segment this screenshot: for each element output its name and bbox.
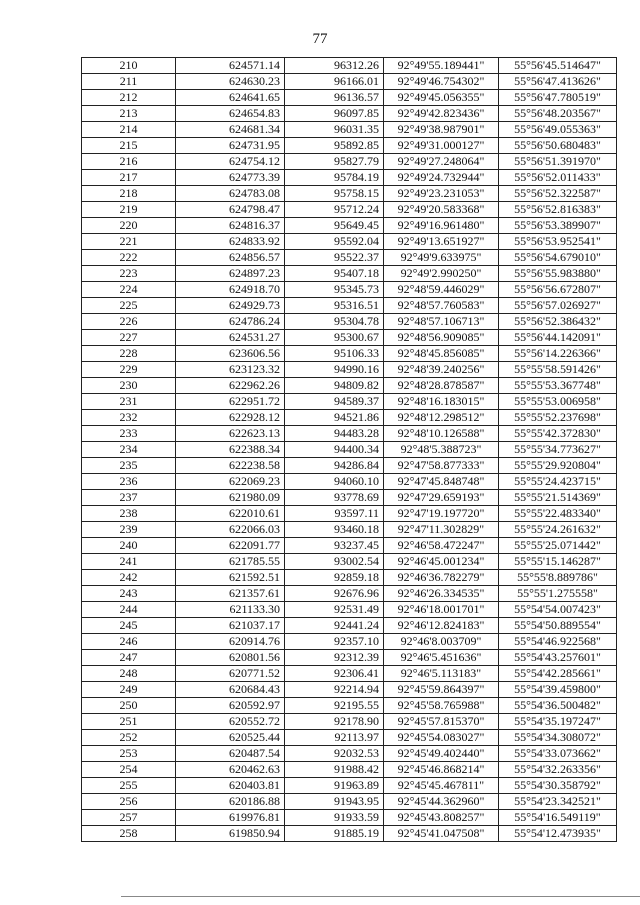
point-number-cell: 256 — [82, 794, 176, 810]
y-coordinate-cell: 94589.37 — [285, 394, 384, 410]
x-coordinate-cell: 620487.54 — [176, 746, 285, 762]
x-coordinate-cell: 620801.56 — [176, 650, 285, 666]
y-coordinate-cell: 95758.15 — [285, 186, 384, 202]
y-coordinate-cell: 94286.84 — [285, 458, 384, 474]
longitude-cell: 92°48'59.446029" — [384, 282, 499, 298]
y-coordinate-cell: 92306.41 — [285, 666, 384, 682]
latitude-cell: 55°56'52.816383" — [499, 202, 617, 218]
longitude-cell: 92°46'5.113183" — [384, 666, 499, 682]
table-row — [82, 346, 617, 362]
table-row — [82, 138, 617, 154]
y-coordinate-cell: 92113.97 — [285, 730, 384, 746]
table-row — [82, 282, 617, 298]
x-coordinate-cell: 620914.76 — [176, 634, 285, 650]
x-coordinate-cell: 622091.77 — [176, 538, 285, 554]
x-coordinate-cell: 624754.12 — [176, 154, 285, 170]
longitude-cell: 92°45'43.808257" — [384, 810, 499, 826]
y-coordinate-cell: 95300.67 — [285, 330, 384, 346]
point-number-cell: 222 — [82, 250, 176, 266]
table-row — [82, 746, 617, 762]
point-number-cell: 250 — [82, 698, 176, 714]
latitude-cell: 55°55'53.006958" — [499, 394, 617, 410]
y-coordinate-cell: 92441.24 — [285, 618, 384, 634]
latitude-cell: 55°55'53.367748" — [499, 378, 617, 394]
point-number-cell: 245 — [82, 618, 176, 634]
latitude-cell: 55°56'51.391970" — [499, 154, 617, 170]
latitude-cell: 55°56'56.672807" — [499, 282, 617, 298]
point-number-cell: 212 — [82, 90, 176, 106]
y-coordinate-cell: 96031.35 — [285, 122, 384, 138]
y-coordinate-cell: 95712.24 — [285, 202, 384, 218]
table-row — [82, 426, 617, 442]
y-coordinate-cell: 92859.18 — [285, 570, 384, 586]
latitude-cell: 55°56'53.952541" — [499, 234, 617, 250]
longitude-cell: 92°49'9.633975" — [384, 250, 499, 266]
table-row — [82, 730, 617, 746]
x-coordinate-cell: 621785.55 — [176, 554, 285, 570]
x-coordinate-cell: 620525.44 — [176, 730, 285, 746]
longitude-cell: 92°48'12.298512" — [384, 410, 499, 426]
table-row — [82, 202, 617, 218]
longitude-cell: 92°48'45.856085" — [384, 346, 499, 362]
latitude-cell: 55°56'48.203567" — [499, 106, 617, 122]
x-coordinate-cell: 620462.63 — [176, 762, 285, 778]
latitude-cell: 55°55'21.514369" — [499, 490, 617, 506]
table-row — [82, 666, 617, 682]
y-coordinate-cell: 96166.01 — [285, 74, 384, 90]
latitude-cell: 55°55'24.261632" — [499, 522, 617, 538]
table-row — [82, 330, 617, 346]
x-coordinate-cell: 622623.13 — [176, 426, 285, 442]
longitude-cell: 92°46'26.334535" — [384, 586, 499, 602]
latitude-cell: 55°55'34.773627" — [499, 442, 617, 458]
table-row — [82, 218, 617, 234]
table-row — [82, 410, 617, 426]
latitude-cell: 55°55'29.920804" — [499, 458, 617, 474]
point-number-cell: 216 — [82, 154, 176, 170]
x-coordinate-cell: 620186.88 — [176, 794, 285, 810]
y-coordinate-cell: 93597.11 — [285, 506, 384, 522]
point-number-cell: 251 — [82, 714, 176, 730]
y-coordinate-cell: 92676.96 — [285, 586, 384, 602]
latitude-cell: 55°55'22.483340" — [499, 506, 617, 522]
latitude-cell: 55°54'23.342521" — [499, 794, 617, 810]
longitude-cell: 92°48'57.106713" — [384, 314, 499, 330]
point-number-cell: 241 — [82, 554, 176, 570]
longitude-cell: 92°48'28.878587" — [384, 378, 499, 394]
point-number-cell: 218 — [82, 186, 176, 202]
latitude-cell: 55°56'52.386432" — [499, 314, 617, 330]
table-row — [82, 602, 617, 618]
longitude-cell: 92°45'41.047508" — [384, 826, 499, 842]
longitude-cell: 92°48'16.183015" — [384, 394, 499, 410]
x-coordinate-cell: 620403.81 — [176, 778, 285, 794]
y-coordinate-cell: 94060.10 — [285, 474, 384, 490]
x-coordinate-cell: 619850.94 — [176, 826, 285, 842]
y-coordinate-cell: 91943.95 — [285, 794, 384, 810]
latitude-cell: 55°55'15.146287" — [499, 554, 617, 570]
y-coordinate-cell: 92195.55 — [285, 698, 384, 714]
longitude-cell: 92°46'8.003709" — [384, 634, 499, 650]
x-coordinate-cell: 624856.57 — [176, 250, 285, 266]
latitude-cell: 55°56'44.142091" — [499, 330, 617, 346]
latitude-cell: 55°55'24.423715" — [499, 474, 617, 490]
x-coordinate-cell: 620684.43 — [176, 682, 285, 698]
latitude-cell: 55°54'16.549119" — [499, 810, 617, 826]
x-coordinate-cell: 624773.39 — [176, 170, 285, 186]
longitude-cell: 92°47'45.848748" — [384, 474, 499, 490]
y-coordinate-cell: 93002.54 — [285, 554, 384, 570]
point-number-cell: 252 — [82, 730, 176, 746]
table-row — [82, 506, 617, 522]
point-number-cell: 217 — [82, 170, 176, 186]
y-coordinate-cell: 91963.89 — [285, 778, 384, 794]
x-coordinate-cell: 624731.95 — [176, 138, 285, 154]
longitude-cell: 92°45'57.815370" — [384, 714, 499, 730]
point-number-cell: 242 — [82, 570, 176, 586]
table-row — [82, 90, 617, 106]
y-coordinate-cell: 95892.85 — [285, 138, 384, 154]
longitude-cell: 92°49'23.231053" — [384, 186, 499, 202]
latitude-cell: 55°54'43.257601" — [499, 650, 617, 666]
latitude-cell: 55°54'46.922568" — [499, 634, 617, 650]
y-coordinate-cell: 92531.49 — [285, 602, 384, 618]
latitude-cell: 55°54'30.358792" — [499, 778, 617, 794]
longitude-cell: 92°45'59.864397" — [384, 682, 499, 698]
longitude-cell: 92°45'46.868214" — [384, 762, 499, 778]
table-row — [82, 266, 617, 282]
point-number-cell: 227 — [82, 330, 176, 346]
y-coordinate-cell: 93778.69 — [285, 490, 384, 506]
point-number-cell: 234 — [82, 442, 176, 458]
point-number-cell: 246 — [82, 634, 176, 650]
table-row — [82, 586, 617, 602]
y-coordinate-cell: 94400.34 — [285, 442, 384, 458]
x-coordinate-cell: 624654.83 — [176, 106, 285, 122]
longitude-cell: 92°49'55.189441" — [384, 58, 499, 74]
y-coordinate-cell: 95407.18 — [285, 266, 384, 282]
latitude-cell: 55°54'33.073662" — [499, 746, 617, 762]
point-number-cell: 239 — [82, 522, 176, 538]
x-coordinate-cell: 624681.34 — [176, 122, 285, 138]
table-row — [82, 570, 617, 586]
y-coordinate-cell: 95522.37 — [285, 250, 384, 266]
latitude-cell: 55°56'50.680483" — [499, 138, 617, 154]
longitude-cell: 92°49'2.990250" — [384, 266, 499, 282]
x-coordinate-cell: 624783.08 — [176, 186, 285, 202]
table-row — [82, 250, 617, 266]
latitude-cell: 55°54'34.308072" — [499, 730, 617, 746]
longitude-cell: 92°49'27.248064" — [384, 154, 499, 170]
longitude-cell: 92°48'39.240256" — [384, 362, 499, 378]
table-row — [82, 810, 617, 826]
longitude-cell: 92°49'16.961480" — [384, 218, 499, 234]
x-coordinate-cell: 622962.26 — [176, 378, 285, 394]
point-number-cell: 237 — [82, 490, 176, 506]
table-row — [82, 778, 617, 794]
point-number-cell: 225 — [82, 298, 176, 314]
x-coordinate-cell: 624630.23 — [176, 74, 285, 90]
longitude-cell: 92°49'46.754302" — [384, 74, 499, 90]
longitude-cell: 92°46'5.451636" — [384, 650, 499, 666]
x-coordinate-cell: 624833.92 — [176, 234, 285, 250]
point-number-cell: 258 — [82, 826, 176, 842]
table-row — [82, 762, 617, 778]
latitude-cell: 55°56'45.514647" — [499, 58, 617, 74]
x-coordinate-cell: 622066.03 — [176, 522, 285, 538]
point-number-cell: 257 — [82, 810, 176, 826]
y-coordinate-cell: 95304.78 — [285, 314, 384, 330]
table-row — [82, 106, 617, 122]
table-row — [82, 170, 617, 186]
longitude-cell: 92°49'45.056355" — [384, 90, 499, 106]
table-row — [82, 634, 617, 650]
x-coordinate-cell: 622069.23 — [176, 474, 285, 490]
table-row — [82, 794, 617, 810]
x-coordinate-cell: 621133.30 — [176, 602, 285, 618]
point-number-cell: 211 — [82, 74, 176, 90]
longitude-cell: 92°47'58.877333" — [384, 458, 499, 474]
x-coordinate-cell: 621980.09 — [176, 490, 285, 506]
y-coordinate-cell: 92032.53 — [285, 746, 384, 762]
table-row — [82, 122, 617, 138]
table-row — [82, 74, 617, 90]
longitude-cell: 92°46'36.782279" — [384, 570, 499, 586]
longitude-cell: 92°45'49.402440" — [384, 746, 499, 762]
point-number-cell: 236 — [82, 474, 176, 490]
longitude-cell: 92°46'18.001701" — [384, 602, 499, 618]
point-number-cell: 223 — [82, 266, 176, 282]
point-number-cell: 235 — [82, 458, 176, 474]
point-number-cell: 230 — [82, 378, 176, 394]
table-row — [82, 554, 617, 570]
longitude-cell: 92°45'58.765988" — [384, 698, 499, 714]
y-coordinate-cell: 95316.51 — [285, 298, 384, 314]
longitude-cell: 92°45'45.467811" — [384, 778, 499, 794]
point-number-cell: 213 — [82, 106, 176, 122]
table-row — [82, 186, 617, 202]
x-coordinate-cell: 620592.97 — [176, 698, 285, 714]
x-coordinate-cell: 622010.61 — [176, 506, 285, 522]
longitude-cell: 92°46'12.824183" — [384, 618, 499, 634]
latitude-cell: 55°54'42.285661" — [499, 666, 617, 682]
longitude-cell: 92°49'13.651927" — [384, 234, 499, 250]
point-number-cell: 244 — [82, 602, 176, 618]
point-number-cell: 229 — [82, 362, 176, 378]
latitude-cell: 55°55'8.889786" — [499, 570, 617, 586]
x-coordinate-cell: 624897.23 — [176, 266, 285, 282]
latitude-cell: 55°56'54.679010" — [499, 250, 617, 266]
x-coordinate-cell: 623123.32 — [176, 362, 285, 378]
x-coordinate-cell: 624798.47 — [176, 202, 285, 218]
y-coordinate-cell: 92312.39 — [285, 650, 384, 666]
y-coordinate-cell: 94521.86 — [285, 410, 384, 426]
y-coordinate-cell: 91988.42 — [285, 762, 384, 778]
latitude-cell: 55°56'47.780519" — [499, 90, 617, 106]
point-number-cell: 215 — [82, 138, 176, 154]
point-number-cell: 249 — [82, 682, 176, 698]
point-number-cell: 220 — [82, 218, 176, 234]
longitude-cell: 92°49'24.732944" — [384, 170, 499, 186]
y-coordinate-cell: 96136.57 — [285, 90, 384, 106]
latitude-cell: 55°56'14.226366" — [499, 346, 617, 362]
latitude-cell: 55°54'12.473935" — [499, 826, 617, 842]
table-row — [82, 458, 617, 474]
longitude-cell: 92°49'20.583368" — [384, 202, 499, 218]
y-coordinate-cell: 95784.19 — [285, 170, 384, 186]
x-coordinate-cell: 624918.70 — [176, 282, 285, 298]
table-row — [82, 474, 617, 490]
x-coordinate-cell: 624929.73 — [176, 298, 285, 314]
table-row — [82, 490, 617, 506]
table-row — [82, 442, 617, 458]
latitude-cell: 55°56'52.322587" — [499, 186, 617, 202]
latitude-cell: 55°54'36.500482" — [499, 698, 617, 714]
y-coordinate-cell: 93237.45 — [285, 538, 384, 554]
y-coordinate-cell: 96097.85 — [285, 106, 384, 122]
point-number-cell: 226 — [82, 314, 176, 330]
x-coordinate-cell: 620552.72 — [176, 714, 285, 730]
latitude-cell: 55°54'50.889554" — [499, 618, 617, 634]
x-coordinate-cell: 621037.17 — [176, 618, 285, 634]
table-row — [82, 298, 617, 314]
latitude-cell: 55°56'53.389907" — [499, 218, 617, 234]
y-coordinate-cell: 94990.16 — [285, 362, 384, 378]
x-coordinate-cell: 624816.37 — [176, 218, 285, 234]
point-number-cell: 233 — [82, 426, 176, 442]
table-row — [82, 394, 617, 410]
x-coordinate-cell: 621592.51 — [176, 570, 285, 586]
point-number-cell: 254 — [82, 762, 176, 778]
longitude-cell: 92°49'38.987901" — [384, 122, 499, 138]
table-row — [82, 522, 617, 538]
point-number-cell: 219 — [82, 202, 176, 218]
y-coordinate-cell: 93460.18 — [285, 522, 384, 538]
longitude-cell: 92°48'5.388723" — [384, 442, 499, 458]
table-row — [82, 314, 617, 330]
point-number-cell: 224 — [82, 282, 176, 298]
latitude-cell: 55°56'49.055363" — [499, 122, 617, 138]
table-row — [82, 378, 617, 394]
latitude-cell: 55°55'58.591426" — [499, 362, 617, 378]
longitude-cell: 92°49'42.823436" — [384, 106, 499, 122]
y-coordinate-cell: 92178.90 — [285, 714, 384, 730]
point-number-cell: 253 — [82, 746, 176, 762]
table-row — [82, 650, 617, 666]
y-coordinate-cell: 95592.04 — [285, 234, 384, 250]
bottom-rule — [121, 896, 640, 897]
latitude-cell: 55°54'35.197247" — [499, 714, 617, 730]
coordinates-table-body — [82, 58, 617, 842]
table-row — [82, 618, 617, 634]
longitude-cell: 92°46'45.001234" — [384, 554, 499, 570]
latitude-cell: 55°55'1.275558" — [499, 586, 617, 602]
longitude-cell: 92°48'57.760583" — [384, 298, 499, 314]
latitude-cell: 55°56'57.026927" — [499, 298, 617, 314]
y-coordinate-cell: 95827.79 — [285, 154, 384, 170]
point-number-cell: 232 — [82, 410, 176, 426]
table-row — [82, 714, 617, 730]
point-number-cell: 240 — [82, 538, 176, 554]
latitude-cell: 55°55'42.372830" — [499, 426, 617, 442]
x-coordinate-cell: 622928.12 — [176, 410, 285, 426]
latitude-cell: 55°56'52.011433" — [499, 170, 617, 186]
x-coordinate-cell: 623606.56 — [176, 346, 285, 362]
latitude-cell: 55°56'55.983880" — [499, 266, 617, 282]
latitude-cell: 55°56'47.413626" — [499, 74, 617, 90]
table-row — [82, 234, 617, 250]
longitude-cell: 92°47'19.197720" — [384, 506, 499, 522]
table-row — [82, 682, 617, 698]
longitude-cell: 92°45'54.083027" — [384, 730, 499, 746]
point-number-cell: 238 — [82, 506, 176, 522]
table-row — [82, 538, 617, 554]
table-row — [82, 698, 617, 714]
longitude-cell: 92°48'56.909085" — [384, 330, 499, 346]
point-number-cell: 214 — [82, 122, 176, 138]
point-number-cell: 231 — [82, 394, 176, 410]
longitude-cell: 92°47'29.659193" — [384, 490, 499, 506]
y-coordinate-cell: 95649.45 — [285, 218, 384, 234]
y-coordinate-cell: 95345.73 — [285, 282, 384, 298]
x-coordinate-cell: 624571.14 — [176, 58, 285, 74]
longitude-cell: 92°47'11.302829" — [384, 522, 499, 538]
latitude-cell: 55°54'32.263356" — [499, 762, 617, 778]
latitude-cell: 55°54'54.007423" — [499, 602, 617, 618]
y-coordinate-cell: 95106.33 — [285, 346, 384, 362]
table-row — [82, 826, 617, 842]
longitude-cell: 92°45'44.362960" — [384, 794, 499, 810]
x-coordinate-cell: 620771.52 — [176, 666, 285, 682]
y-coordinate-cell: 94483.28 — [285, 426, 384, 442]
point-number-cell: 243 — [82, 586, 176, 602]
point-number-cell: 248 — [82, 666, 176, 682]
latitude-cell: 55°54'39.459800" — [499, 682, 617, 698]
longitude-cell: 92°48'10.126588" — [384, 426, 499, 442]
y-coordinate-cell: 91933.59 — [285, 810, 384, 826]
y-coordinate-cell: 94809.82 — [285, 378, 384, 394]
point-number-cell: 247 — [82, 650, 176, 666]
y-coordinate-cell: 92357.10 — [285, 634, 384, 650]
table-row — [82, 154, 617, 170]
longitude-cell: 92°49'31.000127" — [384, 138, 499, 154]
point-number-cell: 221 — [82, 234, 176, 250]
x-coordinate-cell: 624531.27 — [176, 330, 285, 346]
point-number-cell: 255 — [82, 778, 176, 794]
table-row — [82, 58, 617, 74]
x-coordinate-cell: 619976.81 — [176, 810, 285, 826]
latitude-cell: 55°55'25.071442" — [499, 538, 617, 554]
y-coordinate-cell: 91885.19 — [285, 826, 384, 842]
point-number-cell: 228 — [82, 346, 176, 362]
point-number-cell: 210 — [82, 58, 176, 74]
latitude-cell: 55°55'52.237698" — [499, 410, 617, 426]
x-coordinate-cell: 622388.34 — [176, 442, 285, 458]
table-row — [82, 362, 617, 378]
x-coordinate-cell: 622951.72 — [176, 394, 285, 410]
x-coordinate-cell: 624641.65 — [176, 90, 285, 106]
y-coordinate-cell: 92214.94 — [285, 682, 384, 698]
x-coordinate-cell: 621357.61 — [176, 586, 285, 602]
coordinates-table — [81, 57, 617, 842]
y-coordinate-cell: 96312.26 — [285, 58, 384, 74]
x-coordinate-cell: 622238.58 — [176, 458, 285, 474]
longitude-cell: 92°46'58.472247" — [384, 538, 499, 554]
x-coordinate-cell: 624786.24 — [176, 314, 285, 330]
page-number: 77 — [312, 31, 328, 47]
